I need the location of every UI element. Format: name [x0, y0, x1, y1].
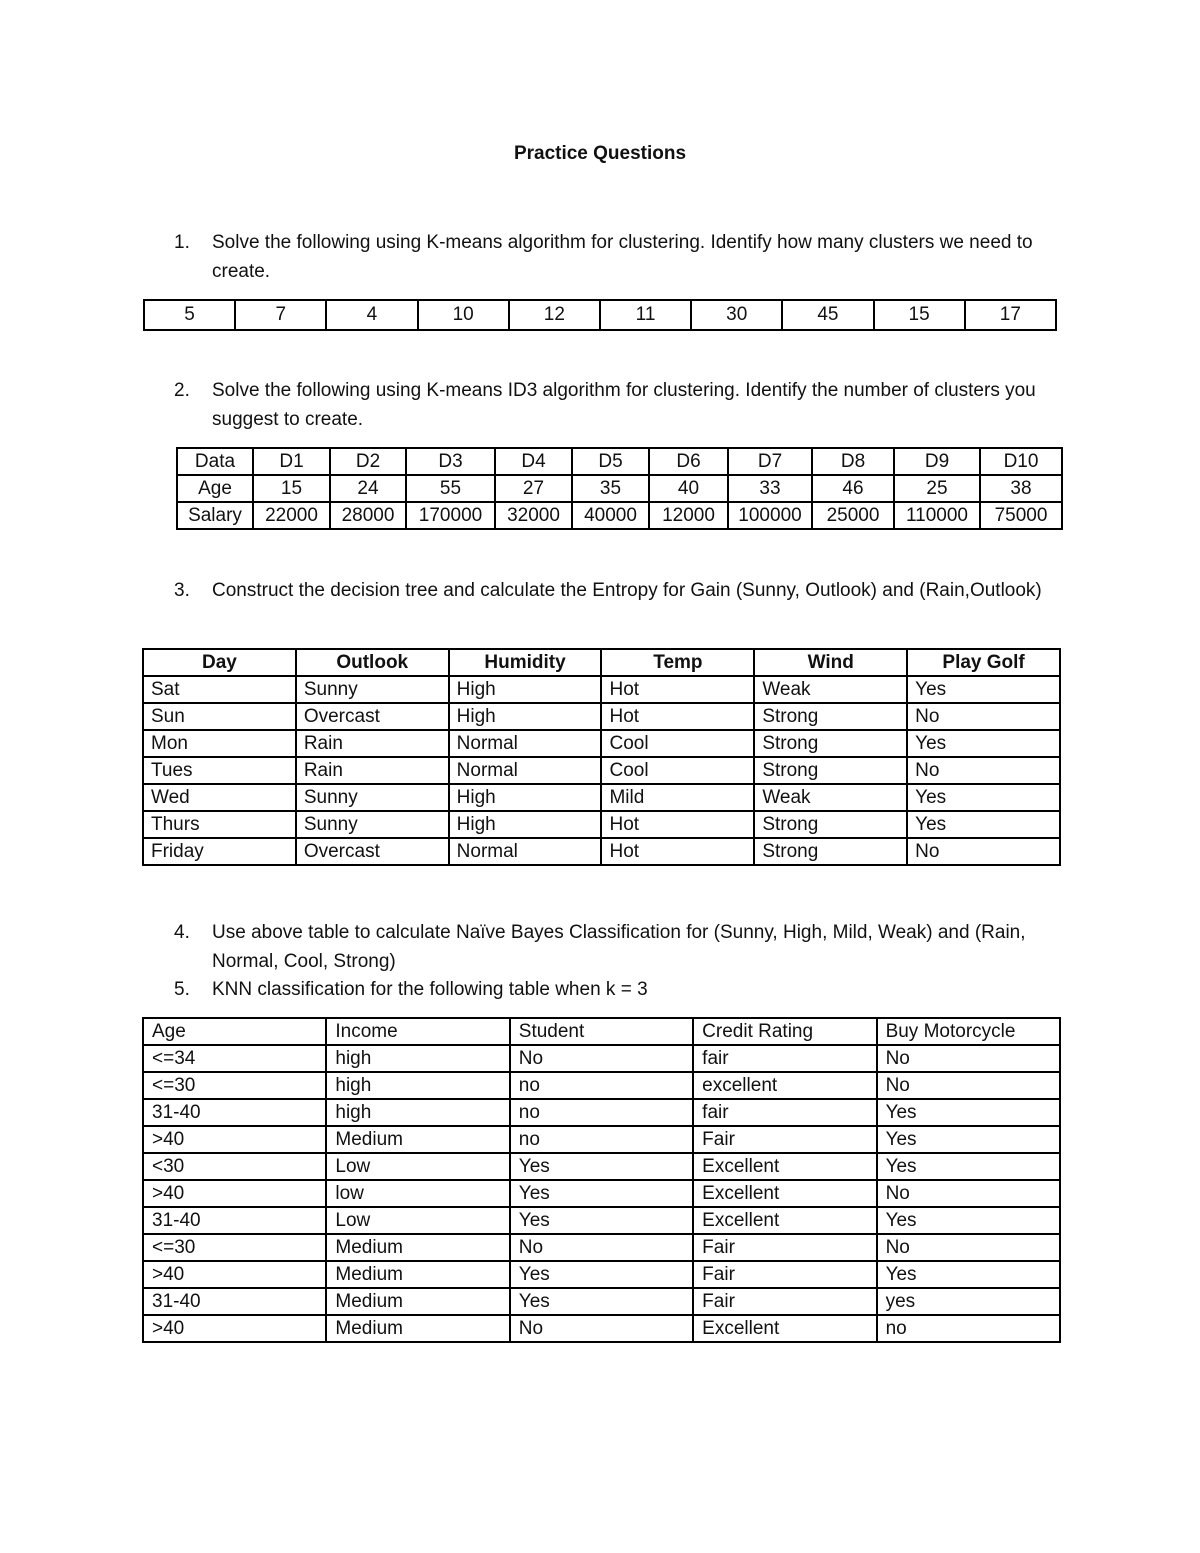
question-4 — [174, 918, 1064, 976]
table-row — [143, 1045, 1060, 1072]
table-cell: 31-40 — [143, 1207, 326, 1234]
table-header-cell: Temp — [601, 649, 754, 676]
table-cell: No — [877, 1045, 1060, 1072]
table-cell: Strong — [754, 757, 907, 784]
table-header-row — [143, 649, 1060, 676]
table-cell: Income — [326, 1018, 509, 1045]
table-cell: Normal — [449, 838, 602, 865]
table-cell: Sunny — [296, 811, 449, 838]
table-cell: no — [877, 1315, 1060, 1342]
table-row — [143, 1261, 1060, 1288]
table-cell: Yes — [907, 784, 1060, 811]
table-cell: 4 — [326, 300, 417, 330]
table-cell: No — [907, 757, 1060, 784]
table-cell: Yes — [907, 730, 1060, 757]
table-cell: No — [877, 1234, 1060, 1261]
table-cell: Yes — [510, 1153, 693, 1180]
table-cell: Low — [326, 1153, 509, 1180]
knn-table — [142, 1017, 1061, 1343]
table-cell: 12 — [509, 300, 600, 330]
question-text: Construct the decision tree and calculate the Entropy for Gain (Sunny, Outlook) and (Rain,Outlook) — [212, 580, 1042, 601]
table-cell: Rain — [296, 730, 449, 757]
table-row — [143, 1234, 1060, 1261]
table-row — [143, 1207, 1060, 1234]
table-cell: 33 — [728, 475, 812, 502]
table-cell: Fair — [693, 1234, 876, 1261]
table-cell: D6 — [649, 448, 728, 475]
table-cell: 32000 — [495, 502, 572, 529]
table-cell: 27 — [495, 475, 572, 502]
table-cell: D3 — [406, 448, 495, 475]
table-cell: 15 — [874, 300, 965, 330]
table-cell: yes — [877, 1288, 1060, 1315]
table-row — [143, 1126, 1060, 1153]
question-number: 4. — [174, 922, 190, 943]
table-row — [143, 730, 1060, 757]
question-number: 5. — [174, 979, 190, 1000]
table-cell: Fair — [693, 1126, 876, 1153]
table-cell: Hot — [601, 703, 754, 730]
table-cell: Hot — [601, 811, 754, 838]
table-cell: No — [907, 703, 1060, 730]
table-cell: D5 — [572, 448, 649, 475]
table-header-cell: Humidity — [449, 649, 602, 676]
table-cell: high — [326, 1045, 509, 1072]
table-cell: Wed — [143, 784, 296, 811]
table-cell: fair — [693, 1045, 876, 1072]
table-row — [143, 838, 1060, 865]
table-cell: No — [510, 1315, 693, 1342]
table-cell: Cool — [601, 757, 754, 784]
table-cell: Strong — [754, 838, 907, 865]
table-cell: 5 — [144, 300, 235, 330]
table-cell: Thurs — [143, 811, 296, 838]
table-cell: 28000 — [330, 502, 406, 529]
table-cell: 38 — [980, 475, 1062, 502]
kmeans-values-table — [143, 299, 1057, 331]
table-cell: No — [877, 1180, 1060, 1207]
question-text: Use above table to calculate Naïve Bayes Classification for (Sunny, High, Mild, Weak) and (Rain, Normal, Cool, Strong) — [212, 922, 1026, 972]
table-cell: D1 — [253, 448, 330, 475]
table-cell: Strong — [754, 811, 907, 838]
table-cell: 75000 — [980, 502, 1062, 529]
table-cell: No — [510, 1045, 693, 1072]
table-cell: 7 — [235, 300, 326, 330]
table-cell: Hot — [601, 838, 754, 865]
table-row — [177, 502, 1062, 529]
table-cell: <=30 — [143, 1234, 326, 1261]
table-cell: Normal — [449, 730, 602, 757]
table-cell: Excellent — [693, 1315, 876, 1342]
table-cell: 35 — [572, 475, 649, 502]
question-text: Solve the following using K-means ID3 algorithm for clustering. Identify the number of clusters you suggest to create. — [212, 380, 1036, 430]
question-number: 2. — [174, 380, 190, 401]
table-cell: Buy Motorcycle — [877, 1018, 1060, 1045]
question-number: 3. — [174, 580, 190, 601]
table-cell: Medium — [326, 1261, 509, 1288]
table-cell: D7 — [728, 448, 812, 475]
page-title: Practice Questions — [513, 143, 687, 164]
table-cell: >40 — [143, 1180, 326, 1207]
question-text: Solve the following using K-means algorithm for clustering. Identify how many clusters we need to create. — [212, 232, 1033, 282]
table-row — [177, 448, 1062, 475]
table-cell: Sunny — [296, 676, 449, 703]
table-cell: Yes — [877, 1153, 1060, 1180]
question-number: 1. — [174, 232, 190, 253]
table-cell: 10 — [418, 300, 509, 330]
table-row — [143, 784, 1060, 811]
table-row — [143, 1072, 1060, 1099]
table-cell: Friday — [143, 838, 296, 865]
table-cell: D8 — [812, 448, 894, 475]
table-cell: Yes — [907, 811, 1060, 838]
table-cell: No — [510, 1234, 693, 1261]
table-row — [143, 1153, 1060, 1180]
table-cell: <=34 — [143, 1045, 326, 1072]
table-cell: Excellent — [693, 1207, 876, 1234]
table-cell: 15 — [253, 475, 330, 502]
table-cell: 25000 — [812, 502, 894, 529]
table-row — [177, 475, 1062, 502]
table-cell: Salary — [177, 502, 253, 529]
table-cell: Tues — [143, 757, 296, 784]
table-header-cell: Wind — [754, 649, 907, 676]
table-cell: Mon — [143, 730, 296, 757]
table-cell: Medium — [326, 1315, 509, 1342]
table-cell: Excellent — [693, 1180, 876, 1207]
table-cell: 40000 — [572, 502, 649, 529]
table-cell: 17 — [965, 300, 1056, 330]
table-cell: Sun — [143, 703, 296, 730]
table-cell: excellent — [693, 1072, 876, 1099]
table-cell: fair — [693, 1099, 876, 1126]
table-cell: Strong — [754, 730, 907, 757]
table-cell: Overcast — [296, 838, 449, 865]
table-cell: Student — [510, 1018, 693, 1045]
table-cell: Yes — [877, 1207, 1060, 1234]
table-cell: >40 — [143, 1261, 326, 1288]
table-cell: 25 — [894, 475, 980, 502]
table-cell: no — [510, 1126, 693, 1153]
table-cell: D2 — [330, 448, 406, 475]
table-cell: 31-40 — [143, 1099, 326, 1126]
table-cell: Low — [326, 1207, 509, 1234]
table-cell: High — [449, 676, 602, 703]
table-cell: low — [326, 1180, 509, 1207]
question-text: KNN classification for the following table when k = 3 — [212, 979, 648, 1000]
table-cell: 31-40 — [143, 1288, 326, 1315]
table-row — [143, 1315, 1060, 1342]
table-cell: D4 — [495, 448, 572, 475]
table-cell: Overcast — [296, 703, 449, 730]
table-cell: D9 — [894, 448, 980, 475]
table-row — [143, 676, 1060, 703]
play-golf-table — [142, 648, 1061, 866]
table-cell: Yes — [907, 676, 1060, 703]
table-cell: Credit Rating — [693, 1018, 876, 1045]
table-cell: Fair — [693, 1261, 876, 1288]
table-cell: High — [449, 703, 602, 730]
table-cell: 45 — [782, 300, 873, 330]
table-cell: Mild — [601, 784, 754, 811]
table-row — [143, 1018, 1060, 1045]
table-cell: Hot — [601, 676, 754, 703]
table-cell: 55 — [406, 475, 495, 502]
table-cell: 11 — [600, 300, 691, 330]
table-cell: Sat — [143, 676, 296, 703]
table-cell: high — [326, 1099, 509, 1126]
table-cell: Yes — [510, 1207, 693, 1234]
table-cell: High — [449, 811, 602, 838]
table-cell: no — [510, 1072, 693, 1099]
table-cell: D10 — [980, 448, 1062, 475]
table-cell: Yes — [877, 1126, 1060, 1153]
table-cell: Yes — [877, 1099, 1060, 1126]
table-cell: Data — [177, 448, 253, 475]
table-header-cell: Play Golf — [907, 649, 1060, 676]
table-header-cell: Outlook — [296, 649, 449, 676]
table-row — [143, 757, 1060, 784]
table-cell: Weak — [754, 676, 907, 703]
table-cell: >40 — [143, 1126, 326, 1153]
table-cell: Sunny — [296, 784, 449, 811]
table-cell: Weak — [754, 784, 907, 811]
table-cell: <30 — [143, 1153, 326, 1180]
table-cell: 100000 — [728, 502, 812, 529]
table-cell: Normal — [449, 757, 602, 784]
table-row — [143, 1099, 1060, 1126]
table-cell: >40 — [143, 1315, 326, 1342]
table-cell: No — [877, 1072, 1060, 1099]
table-cell: Medium — [326, 1126, 509, 1153]
table-cell: 46 — [812, 475, 894, 502]
table-cell: Rain — [296, 757, 449, 784]
table-cell: Medium — [326, 1288, 509, 1315]
table-cell: <=30 — [143, 1072, 326, 1099]
table-cell: Yes — [510, 1261, 693, 1288]
table-row — [143, 1180, 1060, 1207]
table-row — [143, 703, 1060, 730]
table-cell: Cool — [601, 730, 754, 757]
table-cell: Age — [143, 1018, 326, 1045]
table-header-cell: Day — [143, 649, 296, 676]
table-cell: 40 — [649, 475, 728, 502]
table-cell: Yes — [510, 1288, 693, 1315]
table-cell: No — [907, 838, 1060, 865]
table-row — [143, 811, 1060, 838]
table-cell: Excellent — [693, 1153, 876, 1180]
table-cell: Strong — [754, 703, 907, 730]
table-cell: Yes — [510, 1180, 693, 1207]
table-cell: 22000 — [253, 502, 330, 529]
table-row — [144, 300, 1056, 330]
table-cell: no — [510, 1099, 693, 1126]
table-cell: Medium — [326, 1234, 509, 1261]
question-2 — [174, 376, 1064, 434]
table-row — [143, 1288, 1060, 1315]
question-1 — [174, 228, 1064, 286]
table-cell: Age — [177, 475, 253, 502]
table-cell: high — [326, 1072, 509, 1099]
table-cell: 30 — [691, 300, 782, 330]
table-cell: 110000 — [894, 502, 980, 529]
table-cell: Fair — [693, 1288, 876, 1315]
question-3 — [174, 576, 1064, 605]
question-5 — [174, 975, 1064, 1004]
table-cell: High — [449, 784, 602, 811]
age-salary-table — [176, 447, 1063, 530]
table-cell: 24 — [330, 475, 406, 502]
table-cell: 170000 — [406, 502, 495, 529]
table-cell: 12000 — [649, 502, 728, 529]
table-cell: Yes — [877, 1261, 1060, 1288]
